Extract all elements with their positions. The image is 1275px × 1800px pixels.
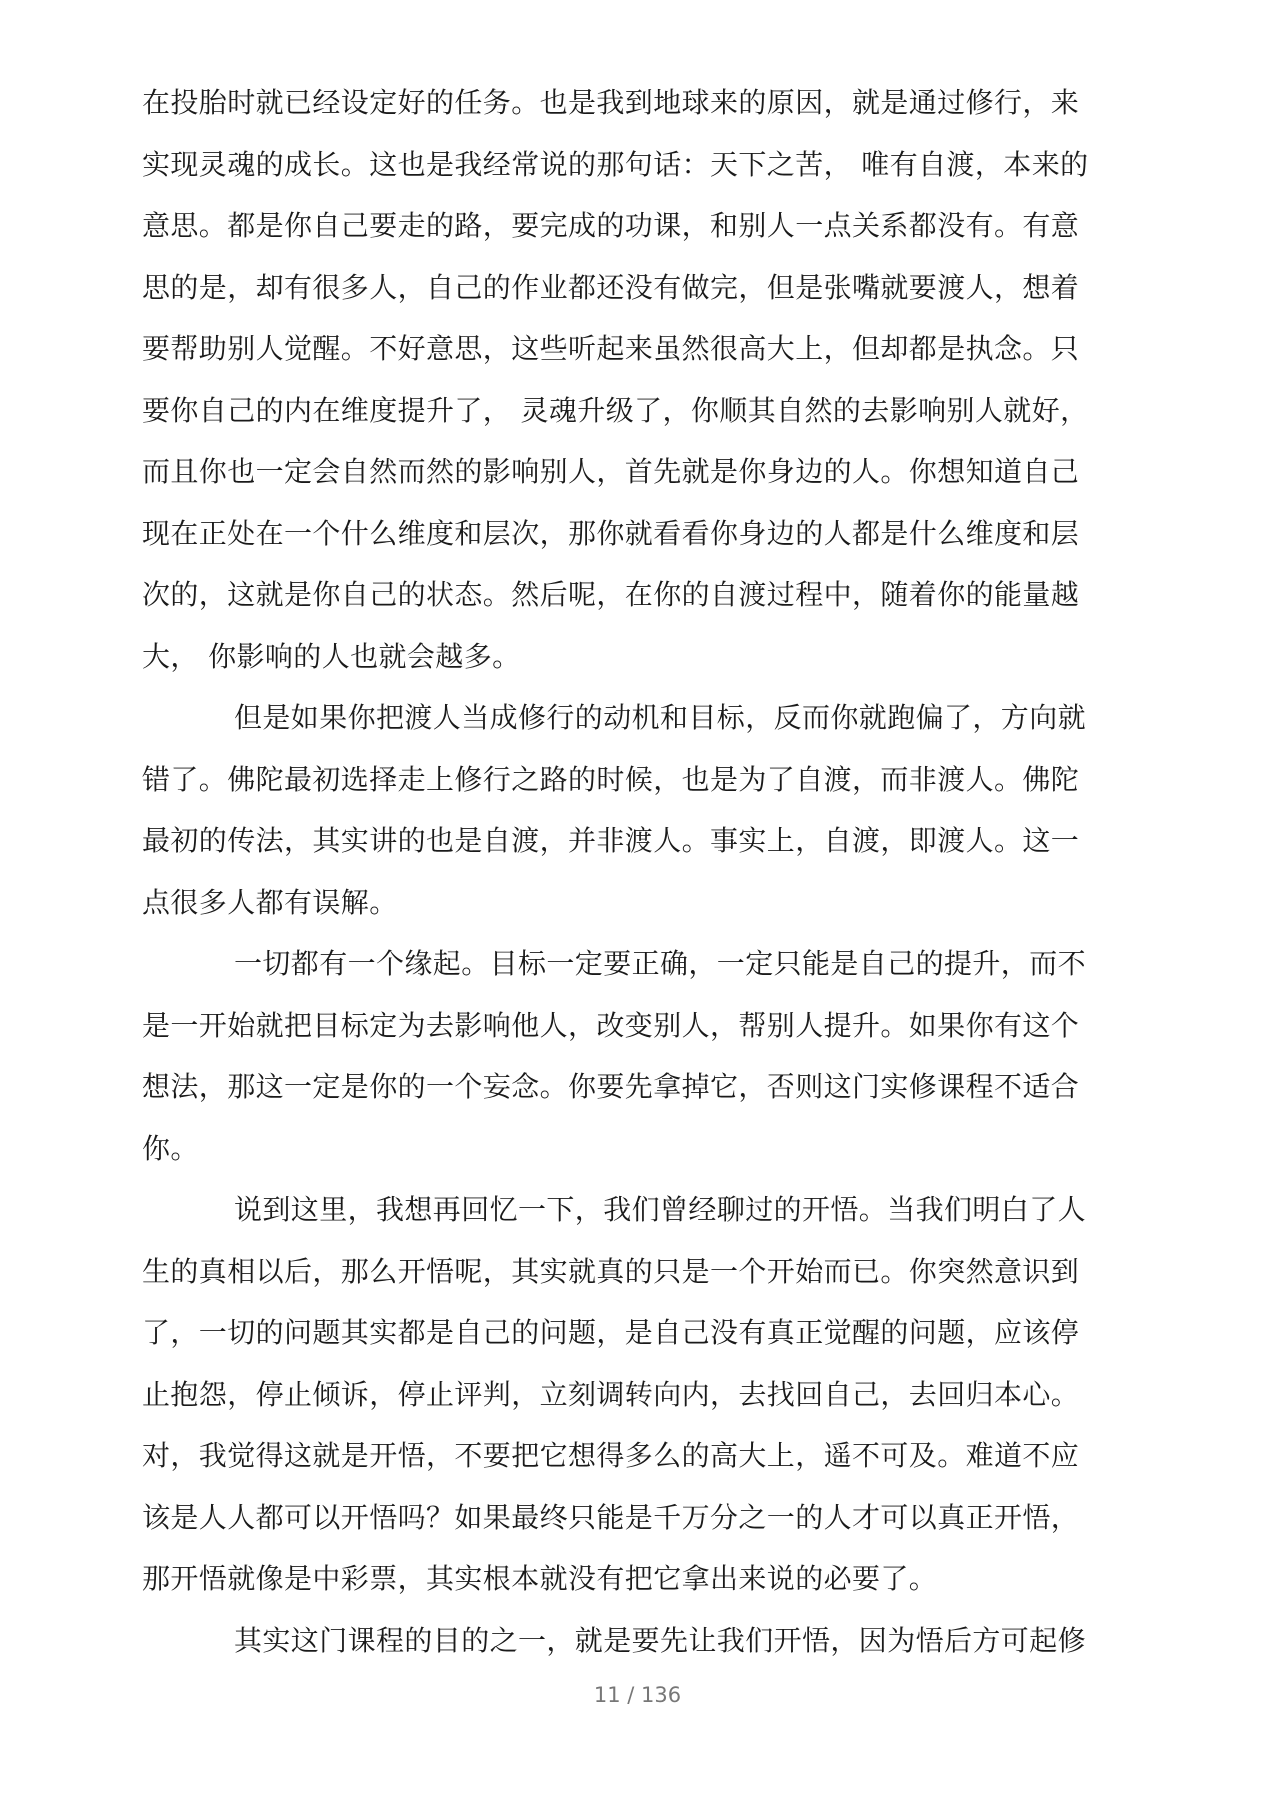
text-line: 要你自己的内在维度提升了， 灵魂升级了，你顺其自然的去影响别人就好， bbox=[142, 393, 1089, 427]
text-line: 而且你也一定会自然而然的影响别人，首先就是你身边的人。你想知道自己 bbox=[142, 455, 1080, 488]
text-line: 该是人人都可以开悟吗？如果最终只能是千万分之一的人才可以真正开悟， bbox=[142, 1500, 1080, 1534]
text-line: 你。 bbox=[142, 1131, 199, 1165]
text-line: 生的真相以后，那么开悟呢，其实就真的只是一个开始而已。你突然意识到 bbox=[142, 1254, 1080, 1288]
text-line: 最初的传法，其实讲的也是自渡，并非渡人。事实上，自渡，即渡人。这一 bbox=[142, 824, 1080, 857]
text-line: 那开悟就像是中彩票，其实根本就没有把它拿出来说的必要了。 bbox=[142, 1562, 938, 1595]
text-line: 现在正处在一个什么维度和层次，那你就看看你身边的人都是什么维度和层 bbox=[142, 516, 1080, 550]
paragraph-first-line: 说到这里，我想再回忆一下，我们曾经聊过的开悟。当我们明白了人 bbox=[234, 1193, 1087, 1226]
text-line: 想法，那这一定是你的一个妄念。你要先拿掉它，否则这门实修课程不适合 bbox=[142, 1070, 1080, 1103]
text-line: 是一开始就把目标定为去影响他人，改变别人，帮别人提升。如果你有这个 bbox=[142, 1008, 1080, 1042]
text-line: 在投胎时就已经设定好的任务。也是我到地球来的原因，就是通过修行，来 bbox=[142, 86, 1080, 119]
text-line: 次的，这就是你自己的状态。然后呢，在你的自渡过程中，随着你的能量越 bbox=[142, 578, 1080, 611]
paragraph-first-line: 但是如果你把渡人当成修行的动机和目标，反而你就跑偏了，方向就 bbox=[234, 701, 1087, 734]
paragraph-first-line: 一切都有一个缘起。目标一定要正确，一定只能是自己的提升，而不 bbox=[234, 947, 1087, 980]
text-line: 实现灵魂的成长。这也是我经常说的那句话：天下之苦， 唯有自渡，本来的 bbox=[142, 147, 1089, 181]
text-line: 对，我觉得这就是开悟，不要把它想得多么的高大上，遥不可及。难道不应 bbox=[142, 1439, 1080, 1472]
text-line: 思的是，却有很多人，自己的作业都还没有做完，但是张嘴就要渡人，想着 bbox=[142, 270, 1080, 304]
text-line: 大， 你影响的人也就会越多。 bbox=[142, 639, 521, 673]
text-line: 要帮助别人觉醒。不好意思，这些听起来虽然很高大上，但却都是执念。只 bbox=[142, 332, 1080, 365]
text-line: 错了。佛陀最初选择走上修行之路的时候，也是为了自渡，而非渡人。佛陀 bbox=[142, 762, 1080, 796]
document-text-body bbox=[142, 72, 1134, 1671]
paragraph-first-line: 其实这门课程的目的之一，就是要先让我们开悟，因为悟后方可起修 bbox=[234, 1623, 1087, 1657]
text-line: 了，一切的问题其实都是自己的问题，是自己没有真正觉醒的问题，应该停 bbox=[142, 1316, 1080, 1349]
text-line: 止抱怨，停止倾诉，停止评判，立刻调转向内，去找回自己，去回归本心。 bbox=[142, 1377, 1080, 1411]
text-line: 意思。都是你自己要走的路，要完成的功课，和别人一点关系都没有。有意 bbox=[142, 209, 1080, 242]
page-number: 11 / 136 bbox=[593, 1683, 682, 1707]
text-line: 点很多人都有误解。 bbox=[142, 885, 398, 919]
